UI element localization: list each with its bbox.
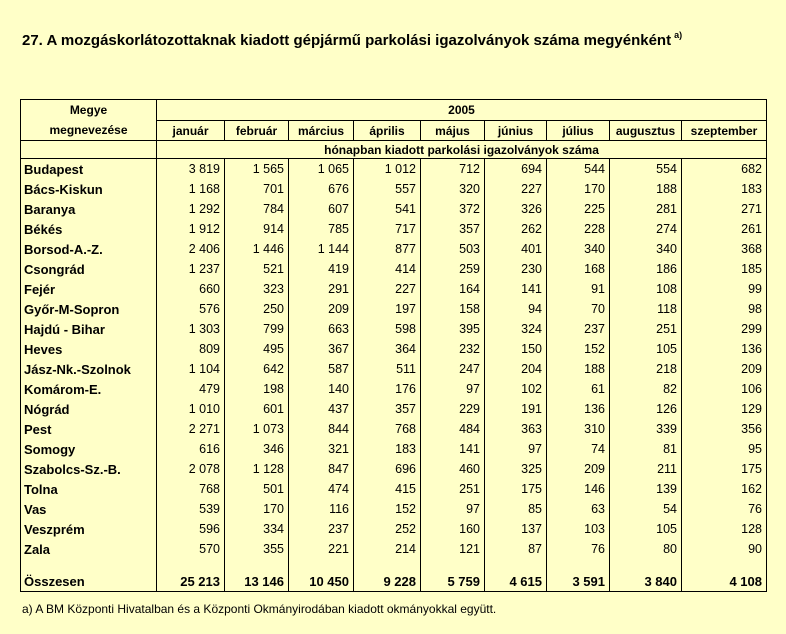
cell-value: 437	[289, 399, 354, 419]
cell-value: 237	[547, 319, 610, 339]
cell-value: 118	[610, 299, 682, 319]
cell-value: 367	[289, 339, 354, 359]
cell-value: 570	[157, 539, 225, 559]
month-header: február	[225, 121, 289, 141]
table-title	[22, 30, 772, 49]
cell-value: 214	[354, 539, 421, 559]
cell-value: 271	[682, 199, 767, 219]
cell-value: 4 108	[682, 571, 767, 592]
cell-value: 503	[421, 239, 485, 259]
cell-value: 799	[225, 319, 289, 339]
cell-value: 326	[485, 199, 547, 219]
table-row	[21, 479, 767, 499]
cell-value: 495	[225, 339, 289, 359]
region-header-line1: Megye	[69, 103, 108, 117]
cell-value: 232	[421, 339, 485, 359]
cell-value: 99	[682, 279, 767, 299]
table-row	[21, 379, 767, 399]
cell-value: 251	[610, 319, 682, 339]
cell-value: 1 128	[225, 459, 289, 479]
cell-value: 54	[610, 499, 682, 519]
table-row	[21, 539, 767, 559]
cell-value: 712	[421, 159, 485, 180]
region-name: Bács-Kiskun	[21, 179, 157, 199]
cell-value: 694	[485, 159, 547, 180]
cell-value: 227	[485, 179, 547, 199]
cell-value: 63	[547, 499, 610, 519]
region-name: Baranya	[21, 199, 157, 219]
cell-value: 324	[485, 319, 547, 339]
cell-value: 1 012	[354, 159, 421, 180]
cell-value: 168	[547, 259, 610, 279]
table-row	[21, 439, 767, 459]
cell-value: 141	[485, 279, 547, 299]
cell-value: 785	[289, 219, 354, 239]
cell-value: 76	[682, 499, 767, 519]
region-name: Fejér	[21, 279, 157, 299]
cell-value: 554	[610, 159, 682, 180]
cell-value: 355	[225, 539, 289, 559]
cell-value: 5 759	[421, 571, 485, 592]
cell-value: 70	[547, 299, 610, 319]
cell-value: 121	[421, 539, 485, 559]
cell-value: 106	[682, 379, 767, 399]
cell-value: 717	[354, 219, 421, 239]
cell-value: 321	[289, 439, 354, 459]
spacer-cell	[682, 559, 767, 571]
cell-value: 1 065	[289, 159, 354, 180]
table-header	[21, 100, 767, 159]
cell-value: 152	[354, 499, 421, 519]
table-row	[21, 299, 767, 319]
cell-value: 94	[485, 299, 547, 319]
table-row	[21, 279, 767, 299]
cell-value: 1 565	[225, 159, 289, 180]
cell-value: 87	[485, 539, 547, 559]
cell-value: 98	[682, 299, 767, 319]
cell-value: 158	[421, 299, 485, 319]
subheader: hónapban kiadott parkolási igazolványok száma	[157, 141, 767, 159]
cell-value: 191	[485, 399, 547, 419]
cell-value: 103	[547, 519, 610, 539]
cell-value: 616	[157, 439, 225, 459]
table-row	[21, 259, 767, 279]
cell-value: 259	[421, 259, 485, 279]
cell-value: 340	[610, 239, 682, 259]
cell-value: 3 591	[547, 571, 610, 592]
cell-value: 188	[610, 179, 682, 199]
month-header: július	[547, 121, 610, 141]
cell-value: 557	[354, 179, 421, 199]
region-name: Pest	[21, 419, 157, 439]
table-row	[21, 459, 767, 479]
table-row	[21, 419, 767, 439]
cell-value: 250	[225, 299, 289, 319]
cell-value: 1 446	[225, 239, 289, 259]
cell-value: 4 615	[485, 571, 547, 592]
cell-value: 474	[289, 479, 354, 499]
cell-value: 229	[421, 399, 485, 419]
cell-value: 160	[421, 519, 485, 539]
cell-value: 230	[485, 259, 547, 279]
region-header-line2: megnevezése	[49, 123, 128, 137]
cell-value: 218	[610, 359, 682, 379]
table-row	[21, 239, 767, 259]
region-header-spacer	[21, 141, 157, 159]
cell-value: 139	[610, 479, 682, 499]
cell-value: 544	[547, 159, 610, 180]
cell-value: 587	[289, 359, 354, 379]
cell-value: 152	[547, 339, 610, 359]
cell-value: 128	[682, 519, 767, 539]
cell-value: 356	[682, 419, 767, 439]
cell-value: 1 303	[157, 319, 225, 339]
cell-value: 844	[289, 419, 354, 439]
cell-value: 162	[682, 479, 767, 499]
cell-value: 81	[610, 439, 682, 459]
spacer-cell	[610, 559, 682, 571]
spacer-cell	[547, 559, 610, 571]
table-body	[21, 159, 767, 592]
cell-value: 188	[547, 359, 610, 379]
region-name: Zala	[21, 539, 157, 559]
region-name: Borsod-A.-Z.	[21, 239, 157, 259]
cell-value: 225	[547, 199, 610, 219]
region-name: Összesen	[21, 571, 157, 592]
cell-value: 521	[225, 259, 289, 279]
cell-value: 325	[485, 459, 547, 479]
spacer-cell	[485, 559, 547, 571]
cell-value: 847	[289, 459, 354, 479]
cell-value: 2 406	[157, 239, 225, 259]
region-name: Tolna	[21, 479, 157, 499]
cell-value: 1 292	[157, 199, 225, 219]
cell-value: 74	[547, 439, 610, 459]
cell-value: 197	[354, 299, 421, 319]
cell-value: 102	[485, 379, 547, 399]
cell-value: 164	[421, 279, 485, 299]
region-header	[21, 100, 157, 141]
table-row	[21, 359, 767, 379]
cell-value: 768	[157, 479, 225, 499]
cell-value: 541	[354, 199, 421, 219]
table-row	[21, 159, 767, 180]
cell-value: 105	[610, 339, 682, 359]
cell-value: 228	[547, 219, 610, 239]
region-name: Jász-Nk.-Szolnok	[21, 359, 157, 379]
cell-value: 97	[421, 379, 485, 399]
cell-value: 91	[547, 279, 610, 299]
cell-value: 90	[682, 539, 767, 559]
cell-value: 141	[421, 439, 485, 459]
cell-value: 598	[354, 319, 421, 339]
cell-value: 601	[225, 399, 289, 419]
cell-value: 237	[289, 519, 354, 539]
cell-value: 170	[547, 179, 610, 199]
cell-value: 281	[610, 199, 682, 219]
cell-value: 682	[682, 159, 767, 180]
cell-value: 61	[547, 379, 610, 399]
cell-value: 209	[547, 459, 610, 479]
region-name: Veszprém	[21, 519, 157, 539]
cell-value: 642	[225, 359, 289, 379]
cell-value: 663	[289, 319, 354, 339]
region-name: Budapest	[21, 159, 157, 180]
region-name: Vas	[21, 499, 157, 519]
cell-value: 183	[682, 179, 767, 199]
table-row	[21, 519, 767, 539]
year-header: 2005	[157, 100, 767, 121]
table-row	[21, 399, 767, 419]
cell-value: 676	[289, 179, 354, 199]
cell-value: 95	[682, 439, 767, 459]
cell-value: 183	[354, 439, 421, 459]
cell-value: 146	[547, 479, 610, 499]
cell-value: 251	[421, 479, 485, 499]
cell-value: 372	[421, 199, 485, 219]
cell-value: 479	[157, 379, 225, 399]
cell-value: 368	[682, 239, 767, 259]
region-name: Csongrád	[21, 259, 157, 279]
cell-value: 85	[485, 499, 547, 519]
cell-value: 1 010	[157, 399, 225, 419]
cell-value: 175	[682, 459, 767, 479]
cell-value: 126	[610, 399, 682, 419]
region-name: Nógrád	[21, 399, 157, 419]
spacer-cell	[225, 559, 289, 571]
cell-value: 262	[485, 219, 547, 239]
region-name: Komárom-E.	[21, 379, 157, 399]
table-row	[21, 339, 767, 359]
cell-value: 82	[610, 379, 682, 399]
cell-value: 395	[421, 319, 485, 339]
cell-value: 209	[682, 359, 767, 379]
cell-value: 221	[289, 539, 354, 559]
table-row	[21, 219, 767, 239]
cell-value: 1 912	[157, 219, 225, 239]
month-header: január	[157, 121, 225, 141]
cell-value: 136	[682, 339, 767, 359]
cell-value: 3 840	[610, 571, 682, 592]
region-name: Győr-M-Sopron	[21, 299, 157, 319]
cell-value: 97	[421, 499, 485, 519]
cell-value: 784	[225, 199, 289, 219]
cell-value: 1 073	[225, 419, 289, 439]
cell-value: 414	[354, 259, 421, 279]
spacer-cell	[354, 559, 421, 571]
cell-value: 108	[610, 279, 682, 299]
spacer-cell	[21, 559, 157, 571]
cell-value: 150	[485, 339, 547, 359]
cell-value: 10 450	[289, 571, 354, 592]
cell-value: 252	[354, 519, 421, 539]
cell-value: 768	[354, 419, 421, 439]
region-name: Heves	[21, 339, 157, 359]
cell-value: 76	[547, 539, 610, 559]
cell-value: 186	[610, 259, 682, 279]
cell-value: 1 168	[157, 179, 225, 199]
spacer-cell	[289, 559, 354, 571]
month-header: április	[354, 121, 421, 141]
month-header: március	[289, 121, 354, 141]
footnote: a) A BM Központi Hivatalban és a Központi Okmányirodában kiadott okmányokkal együtt.	[22, 602, 497, 616]
cell-value: 401	[485, 239, 547, 259]
cell-value: 501	[225, 479, 289, 499]
cell-value: 274	[610, 219, 682, 239]
table-row	[21, 499, 767, 519]
spacer-row	[21, 559, 767, 571]
region-name: Szabolcs-Sz.-B.	[21, 459, 157, 479]
title-footnote-marker: a)	[674, 30, 683, 40]
cell-value: 185	[682, 259, 767, 279]
cell-value: 227	[354, 279, 421, 299]
region-name: Békés	[21, 219, 157, 239]
cell-value: 116	[289, 499, 354, 519]
total-row	[21, 571, 767, 592]
month-header: szeptember	[682, 121, 767, 141]
cell-value: 198	[225, 379, 289, 399]
cell-value: 696	[354, 459, 421, 479]
cell-value: 809	[157, 339, 225, 359]
cell-value: 334	[225, 519, 289, 539]
cell-value: 539	[157, 499, 225, 519]
cell-value: 175	[485, 479, 547, 499]
cell-value: 170	[225, 499, 289, 519]
table-title-text: 27. A mozgáskorlátozottaknak kiadott gépjármű parkolási igazolványok száma megyénként	[22, 32, 672, 49]
cell-value: 299	[682, 319, 767, 339]
cell-value: 363	[485, 419, 547, 439]
cell-value: 9 228	[354, 571, 421, 592]
cell-value: 660	[157, 279, 225, 299]
region-name: Somogy	[21, 439, 157, 459]
cell-value: 607	[289, 199, 354, 219]
cell-value: 2 271	[157, 419, 225, 439]
cell-value: 460	[421, 459, 485, 479]
cell-value: 346	[225, 439, 289, 459]
month-header: június	[485, 121, 547, 141]
table-row	[21, 199, 767, 219]
cell-value: 3 819	[157, 159, 225, 180]
cell-value: 323	[225, 279, 289, 299]
month-header: augusztus	[610, 121, 682, 141]
cell-value: 13 146	[225, 571, 289, 592]
cell-value: 137	[485, 519, 547, 539]
cell-value: 291	[289, 279, 354, 299]
cell-value: 596	[157, 519, 225, 539]
table-row	[21, 179, 767, 199]
region-name: Hajdú - Bihar	[21, 319, 157, 339]
cell-value: 129	[682, 399, 767, 419]
cell-value: 339	[610, 419, 682, 439]
cell-value: 204	[485, 359, 547, 379]
cell-value: 1 104	[157, 359, 225, 379]
cell-value: 2 078	[157, 459, 225, 479]
cell-value: 364	[354, 339, 421, 359]
cell-value: 136	[547, 399, 610, 419]
cell-value: 340	[547, 239, 610, 259]
cell-value: 484	[421, 419, 485, 439]
cell-value: 80	[610, 539, 682, 559]
cell-value: 209	[289, 299, 354, 319]
cell-value: 310	[547, 419, 610, 439]
parking-permit-table	[20, 99, 767, 592]
table-row	[21, 319, 767, 339]
cell-value: 1 144	[289, 239, 354, 259]
cell-value: 261	[682, 219, 767, 239]
month-header: május	[421, 121, 485, 141]
cell-value: 415	[354, 479, 421, 499]
cell-value: 914	[225, 219, 289, 239]
cell-value: 419	[289, 259, 354, 279]
cell-value: 701	[225, 179, 289, 199]
cell-value: 511	[354, 359, 421, 379]
cell-value: 357	[354, 399, 421, 419]
cell-value: 877	[354, 239, 421, 259]
cell-value: 320	[421, 179, 485, 199]
spacer-cell	[157, 559, 225, 571]
cell-value: 140	[289, 379, 354, 399]
cell-value: 211	[610, 459, 682, 479]
cell-value: 97	[485, 439, 547, 459]
cell-value: 576	[157, 299, 225, 319]
cell-value: 357	[421, 219, 485, 239]
cell-value: 1 237	[157, 259, 225, 279]
spacer-cell	[421, 559, 485, 571]
cell-value: 247	[421, 359, 485, 379]
cell-value: 105	[610, 519, 682, 539]
cell-value: 25 213	[157, 571, 225, 592]
cell-value: 176	[354, 379, 421, 399]
